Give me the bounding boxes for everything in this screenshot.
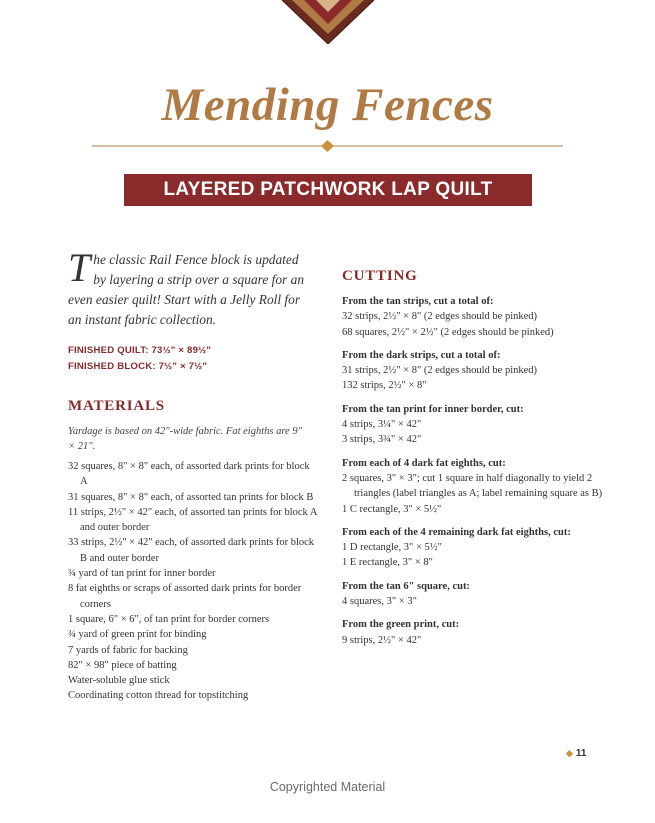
title-divider (92, 140, 563, 152)
cutting-group-heading: From the tan print for inner border, cut: (342, 403, 524, 415)
intro-paragraph (68, 245, 308, 330)
list-item: 7 yards of fabric for backing (68, 644, 188, 656)
list-item: ¾ yard of tan print for inner border (68, 568, 216, 580)
cutting-group (342, 525, 622, 571)
cutting-group (342, 456, 622, 517)
copyright-watermark: Copyrighted Material (269, 780, 386, 794)
list-item: 4 squares, 3" × 3" (342, 596, 417, 608)
cutting-group-heading: From the green print, cut: (342, 619, 460, 631)
list-item: 33 strips, 2½" × 42" each, of assorted dark prints for block B and outer border (68, 537, 315, 564)
list-item: Coordinating cotton thread for topstitching (68, 690, 249, 702)
list-item: 2 squares, 3" × 3"; cut 1 square in half diagonally to yield 2 triangles (label triangles as A; label remaining square as B) (342, 472, 603, 500)
drop-cap: T (68, 245, 91, 290)
cutting-heading: CUTTING (342, 268, 418, 284)
materials-note: Yardage is based on 42"-wide fabric. Fat eighths are 9" × 21". (68, 426, 302, 452)
cutting-group-heading: From each of the 4 remaining dark fat eighths, cut: (342, 526, 571, 538)
cutting-group (342, 294, 622, 340)
list-item: 3 strips, 3¾" × 42" (342, 434, 422, 446)
materials-list (68, 459, 318, 704)
list-item: 32 strips, 2½" × 8" (2 edges should be pinked) (342, 311, 538, 323)
cutting-group (342, 617, 622, 648)
cutting-list (342, 294, 622, 656)
cutting-group-heading: From the tan 6" square, cut: (342, 580, 470, 592)
list-item: ¾ yard of green print for binding (68, 629, 207, 641)
intro-text: he classic Rail Fence block is updated by layering a strip over a square for an even easier quilt! Start with a Jelly Roll for an instant fabric collection. (68, 252, 305, 327)
cutting-group-heading: From the dark strips, cut a total of: (342, 349, 501, 361)
list-item: 9 strips, 2½" × 42" (342, 634, 422, 646)
materials-heading: MATERIALS (68, 398, 165, 414)
diamond-icon: ◆ (566, 748, 573, 758)
list-item: 1 square, 6" × 6", of tan print for border corners (68, 613, 270, 625)
finished-quilt: FINISHED QUILT: 73½" × 89½" (68, 345, 212, 356)
cutting-group (342, 579, 622, 610)
page-number-value: 11 (575, 748, 587, 759)
quilt-ornament (282, 0, 374, 44)
list-item: 1 E rectangle, 3" × 8" (342, 557, 433, 569)
list-item: 82" × 98" piece of batting (68, 659, 177, 671)
list-item: Water-soluble glue stick (68, 675, 170, 687)
list-item: 4 strips, 3¼" × 42" (342, 419, 422, 431)
list-item: 8 fat eighths or scraps of assorted dark prints for border corners (68, 583, 302, 610)
cutting-group-heading: From the tan strips, cut a total of: (342, 296, 494, 307)
finished-sizes (68, 343, 318, 375)
page-number (566, 748, 587, 759)
list-item: 32 squares, 8" × 8" each, of assorted dark prints for block A (68, 461, 310, 488)
cutting-group-heading: From each of 4 dark fat eighths, cut: (342, 457, 506, 469)
list-item: 31 squares, 8" × 8" each, of assorted tan prints for block B (68, 491, 314, 503)
cutting-group (342, 402, 622, 448)
finished-block: FINISHED BLOCK: 7½" × 7½" (68, 361, 208, 372)
list-item: 1 C rectangle, 3" × 5½" (342, 503, 442, 515)
list-item: 11 strips, 2½" × 42" each, of assorted tan prints for block A and outer border (68, 506, 317, 534)
list-item: 31 strips, 2½" × 8" (2 edges should be pinked) (342, 365, 538, 377)
page-title: Mending Fences (161, 79, 494, 131)
cutting-group (342, 348, 622, 394)
list-item: 1 D rectangle, 3" × 5½" (342, 542, 442, 554)
list-item: 68 squares, 2½" × 2½" (2 edges should be pinked) (342, 326, 554, 338)
list-item: 132 strips, 2½" × 8" (342, 380, 427, 392)
subtitle-banner: LAYERED PATCHWORK LAP QUILT (124, 174, 532, 206)
